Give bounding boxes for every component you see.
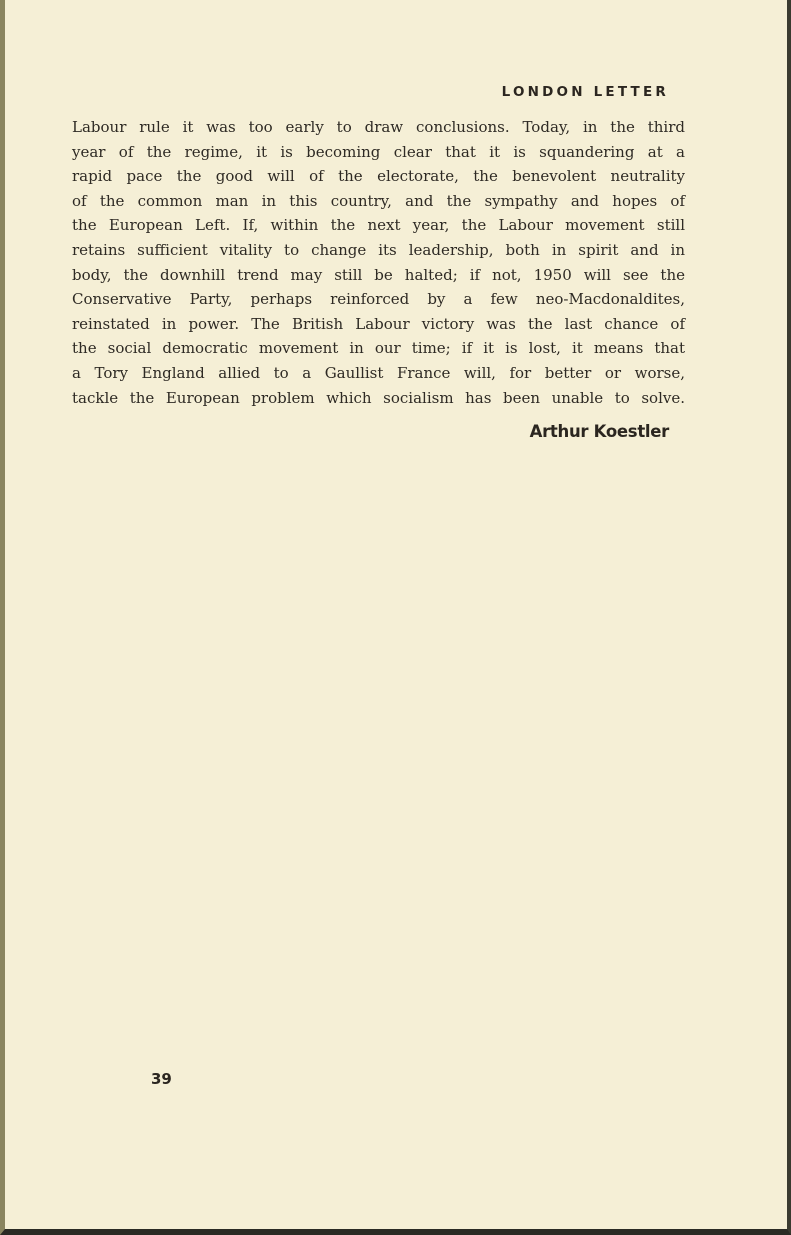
body-line: retains sufficient vitality to change its leadership, both in spirit and in — [72, 240, 685, 259]
body-line: year of the regime, it is becoming clear that it is squandering at a — [72, 142, 685, 161]
body-line: the European Left. If, within the next year, the Labour movement still — [72, 216, 685, 235]
body-line: Conservative Party, perhaps reinforced by a few neo-Macdonaldites, — [72, 290, 685, 309]
author-signature: Arthur Koestler — [529, 422, 669, 441]
body-line: the social democratic movement in our time; if it is lost, it means that — [72, 339, 685, 358]
body-line: rapid pace the good will of the electorate, the benevolent neutrality — [72, 167, 685, 186]
body-line: of the common man in this country, and the sympathy and hopes of — [72, 191, 685, 210]
running-head: LONDON LETTER — [501, 84, 669, 100]
article-body — [72, 115, 685, 410]
body-line: reinstated in power. The British Labour victory was the last chance of — [72, 314, 685, 333]
body-line: Labour rule it was too early to draw conclusions. Today, in the third — [72, 118, 685, 136]
body-line: a Tory England allied to a Gaullist France will, for better or worse, — [72, 363, 685, 382]
body-line: body, the downhill trend may still be halted; if not, 1950 will see the — [72, 265, 685, 284]
page-number: 39 — [151, 1070, 172, 1088]
body-line: tackle the European problem which socialism has been unable to solve. — [72, 388, 685, 407]
